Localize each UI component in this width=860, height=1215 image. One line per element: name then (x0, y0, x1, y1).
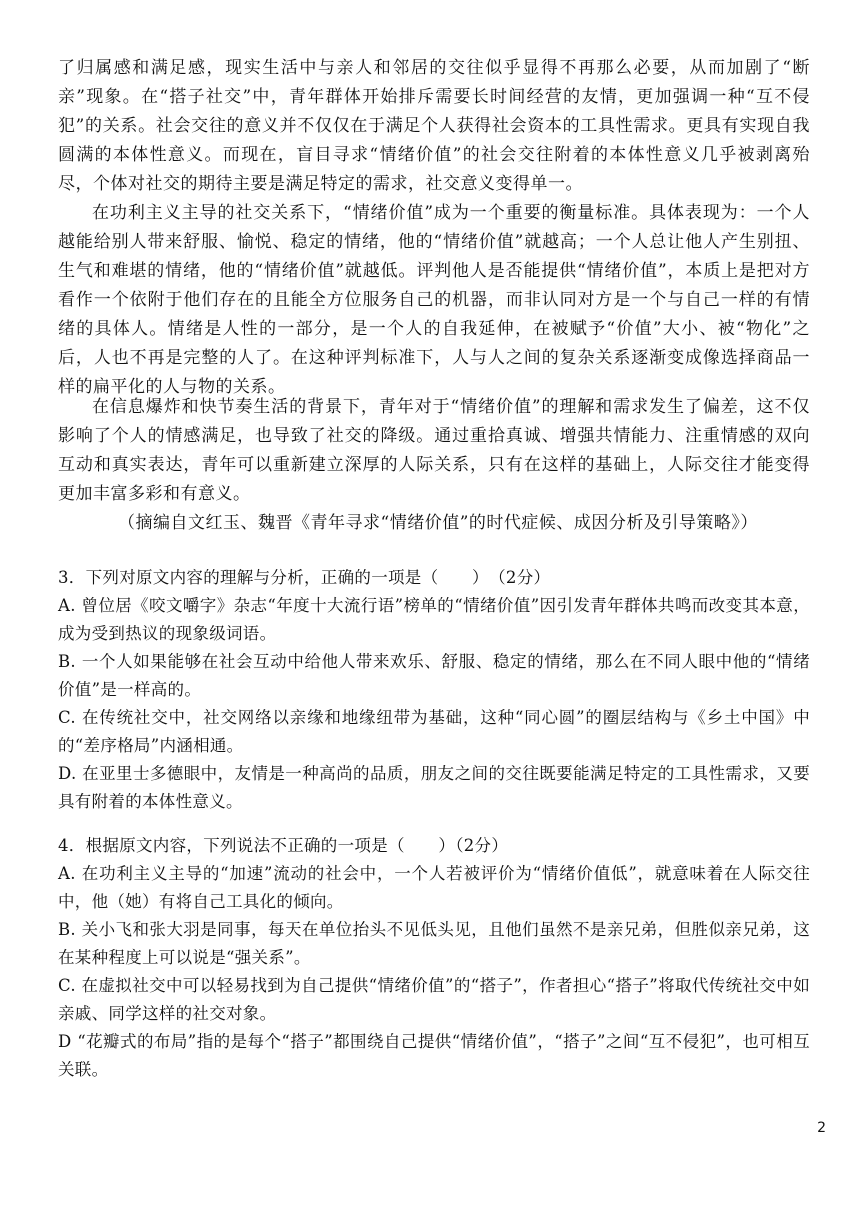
question-stem: 3．下列对原文内容的理解与分析，正确的一项是（ ） （2分） (58, 568, 551, 587)
question-4 (58, 832, 810, 1084)
option-b: B. 关小飞和张大羽是同事，每天在单位抬头不见低头见，且他们虽然不是亲兄弟，但胜似亲兄弟，这在某种程度上可以说是“强关系”。 (58, 920, 810, 967)
page-number: 2 (817, 1120, 826, 1136)
option-a: A. 在功利主义主导的“加速”流动的社会中，一个人若被评价为“情绪价值低”，就意味着在人际交往中，他（她）有将自己工具化的倾向。 (58, 864, 810, 911)
question-3 (58, 564, 810, 816)
passage-paragraph-3: 在信息爆炸和快节奏生活的背景下，青年对于“情绪价值”的理解和需求发生了偏差，这不仅影响了个人的情感满足，也导致了社交的降级。通过重拾真诚、增强共情能力、注重情感的双向互动和真实表达，青年可以重新建立深厚的人际关系，只有在这样的基础上，人际交往才能变得更加丰富多彩和有意义。 (58, 397, 810, 504)
question-stem: 4．根据原文内容，下列说法不正确的一项是（ ）（2分） (58, 836, 509, 855)
passage-source: （摘编自文红玉、魏晋《青年寻求“情绪价值”的时代症候、成因分析及引导策略》） (118, 513, 758, 533)
option-b: B. 一个人如果能够在社会互动中给他人带来欢乐、舒服、稳定的情绪，那么在不同人眼中他的“情绪价值”是一样高的。 (58, 652, 810, 699)
passage-paragraph-1: 了归属感和满足感，现实生活中与亲人和邻居的交往似乎显得不再那么必要，从而加剧了“断亲”现象。在“搭子社交”中，青年群体开始排斥需要长时间经营的友情，更加强调一种“互不侵犯”的关系。社会交往的意义并不仅仅在于满足个人获得社会资本的工具性需求。更具有实现自我圆满的本体性意义。而现在，盲目寻求“情绪价值”的社会交往附着的本体性意义几乎被剥离殆尽，个体对社交的期待主要是满足特定的需求，社交意义变得单一。 (58, 58, 810, 194)
option-c: C. 在虚拟社交中可以轻易找到为自己提供“情绪价值”的“搭子”，作者担心“搭子”将取代传统社交中如亲戚、同学这样的社交对象。 (58, 976, 810, 1023)
passage-paragraph-2: 在功利主义主导的社交关系下，“情绪价值”成为一个重要的衡量标准。具体表现为：一个人越能给别人带来舒服、愉悦、稳定的情绪，他的“情绪价值”就越高；一个人总让他人产生别扭、生气和难堪的情绪，他的“情绪价值”就越低。评判他人是否能提供“情绪价值”，本质上是把对方看作一个依附于他们存在的且能全方位服务自己的机器，而非认同对方是一个与自己一样的有情绪的具体人。情绪是人性的一部分，是一个人的自我延伸，在被赋予“价值”大小、被“物化”之后，人也不再是完整的人了。在这种评判标准下，人与人之间的复杂关系逐渐变成像选择商品一样的扁平化的人与物的关系。 (58, 203, 810, 397)
option-d: D “花瓣式的布局”指的是每个“搭子”都围绕自己提供“情绪价值”，“搭子”之间“互不侵犯”，也可相互关联。 (58, 1032, 810, 1079)
option-d: D. 在亚里士多德眼中，友情是一种高尚的品质，朋友之间的交往既要能满足特定的工具性需求，又要具有附着的本体性意义。 (58, 764, 810, 811)
option-a: A. 曾位居《咬文嚼字》杂志“年度十大流行语”榜单的“情绪价值”因引发青年群体共鸣而改变其本意，成为受到热议的现象级词语。 (58, 596, 810, 643)
option-c: C. 在传统社交中，社交网络以亲缘和地缘纽带为基础，这种“同心圆”的圈层结构与《乡土中国》中的“差序格局”内涵相通。 (58, 708, 810, 755)
